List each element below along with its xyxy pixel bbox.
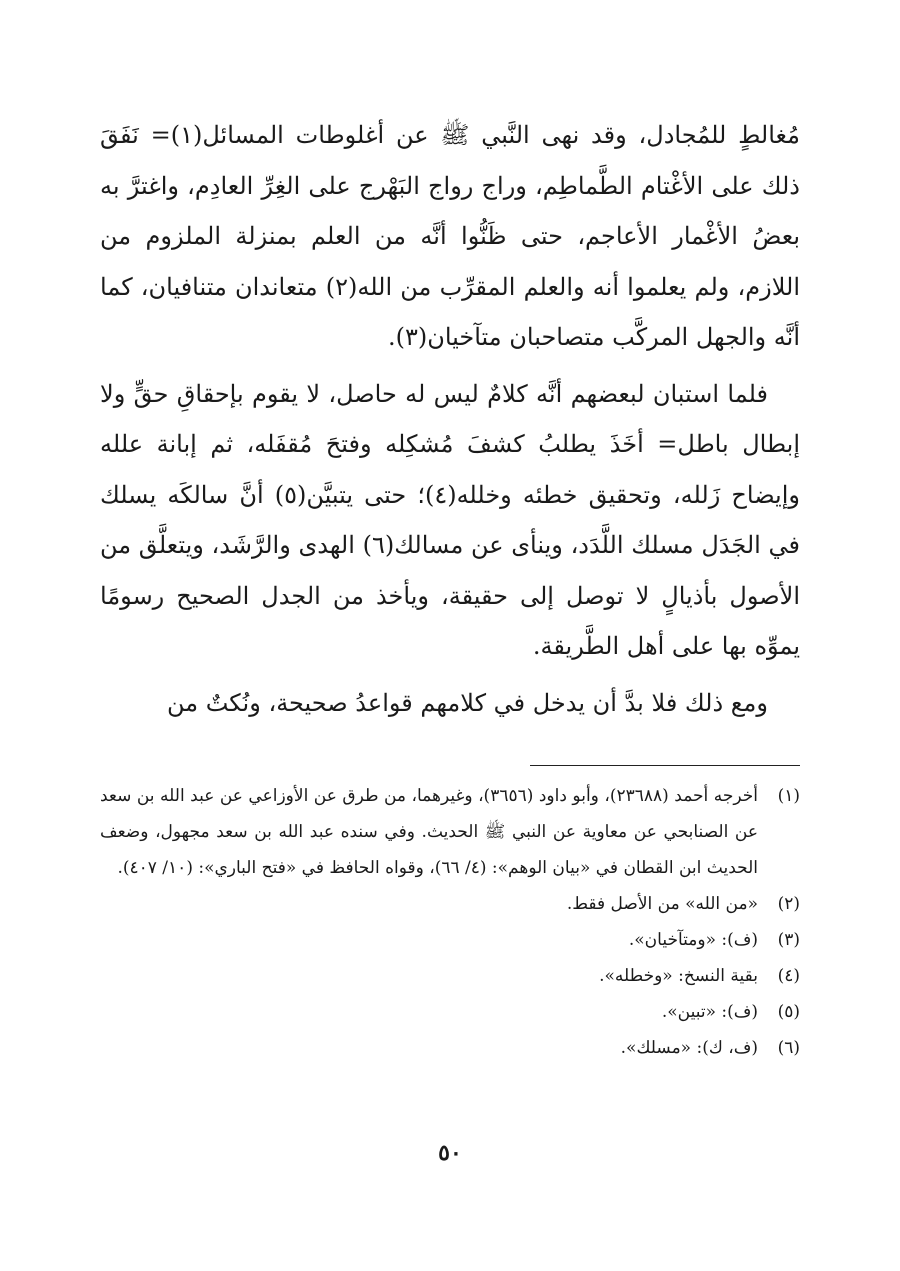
footnote-number: (٣) — [777, 930, 800, 950]
footnote-number: (٤) — [777, 966, 800, 986]
footnote-text: أخرجه أحمد (٢٣٦٨٨)، وأبو داود (٣٦٥٦)، وغيرهما، من طرق عن الأوزاعي عن عبد الله بن سعد عن الصنابحي عن معاوية عن النبي ﷺ الحديث. وفي سنده عبد الله بن سعد مجهول، وضعف الحديث ابن القطان في «بيان الوهم»: (٤/ ٦٦)، وقواه الحافظ في «فتح الباري»: (١٠/ ٤٠٧). — [100, 786, 758, 878]
footnote-number: (٢) — [777, 894, 800, 914]
footnote-text: (ف): «ومتآخيان». — [628, 930, 758, 950]
footnote-text: «من الله» من الأصل فقط. — [566, 894, 758, 914]
footnote-2 — [100, 886, 800, 922]
footnote-number: (١) — [777, 786, 800, 806]
footnote-5 — [100, 994, 800, 1030]
footnote-divider — [530, 765, 800, 766]
footnotes — [100, 778, 800, 1066]
footnote-6 — [100, 1030, 800, 1066]
footnote-text: (ف، ك): «مسلك». — [620, 1038, 758, 1058]
footnote-text: بقية النسخ: «وخطله». — [599, 966, 758, 986]
footnote-number: (٥) — [777, 1002, 800, 1022]
footnote-3 — [100, 922, 800, 958]
paragraph-3: ومع ذلك فلا بدَّ أن يدخل في كلامهم قواعدُ صحيحة، ونُكتٌ من — [166, 688, 768, 717]
footnote-1 — [100, 778, 800, 886]
footnote-4 — [100, 958, 800, 994]
footnote-text: (ف): «تبين». — [661, 1002, 758, 1022]
page-number: ٥٠ — [438, 1140, 462, 1166]
footnote-number: (٦) — [777, 1038, 800, 1058]
paragraph-2: فلما استبان لبعضهم أنَّه كلامٌ ليس له حاصل، لا يقوم بإحقاقِ حقٍّ ولا إبطال باطل= أخَذَ يطلبُ كشفَ مُشكِله وفتحَ مُقفَله، ثم إبانة علله وإيضاح زَلله، وتحقيق خطئه وخلله(٤)؛ حتى يتبيَّن(٥) أنَّ سالكَه يسلك في الجَدَل مسلك اللَّدَد، وينأى عن مسالك(٦) الهدى والرَّشَد، ويتعلَّق من الأصول بأذيالٍ لا توصل إلى حقيقة، ويأخذ من الجدل الصحيح رسومًا يموِّه بها على أهل الطَّريقة. — [100, 379, 800, 660]
paragraph-1: مُغالطٍ للمُجادل، وقد نهى النَّبي ﷺ عن أغلوطات المسائل(١)= نَفَقَ ذلك على الأغْتام الطَّماطِم، وراج رواج البَهْرج على الغِرِّ العادِم، واغترَّ به بعضُ الأغْمار الأعاجم، حتى ظَنُّوا أنَّه من العلم بمنزلة الملزوم من اللازم، ولم يعلموا أنه والعلم المقرِّب من الله(٢) متعاندان متنافيان، كما أنَّه والجهل المركَّب متصاحبان متآخيان(٣). — [100, 121, 800, 351]
main-text — [100, 110, 800, 728]
